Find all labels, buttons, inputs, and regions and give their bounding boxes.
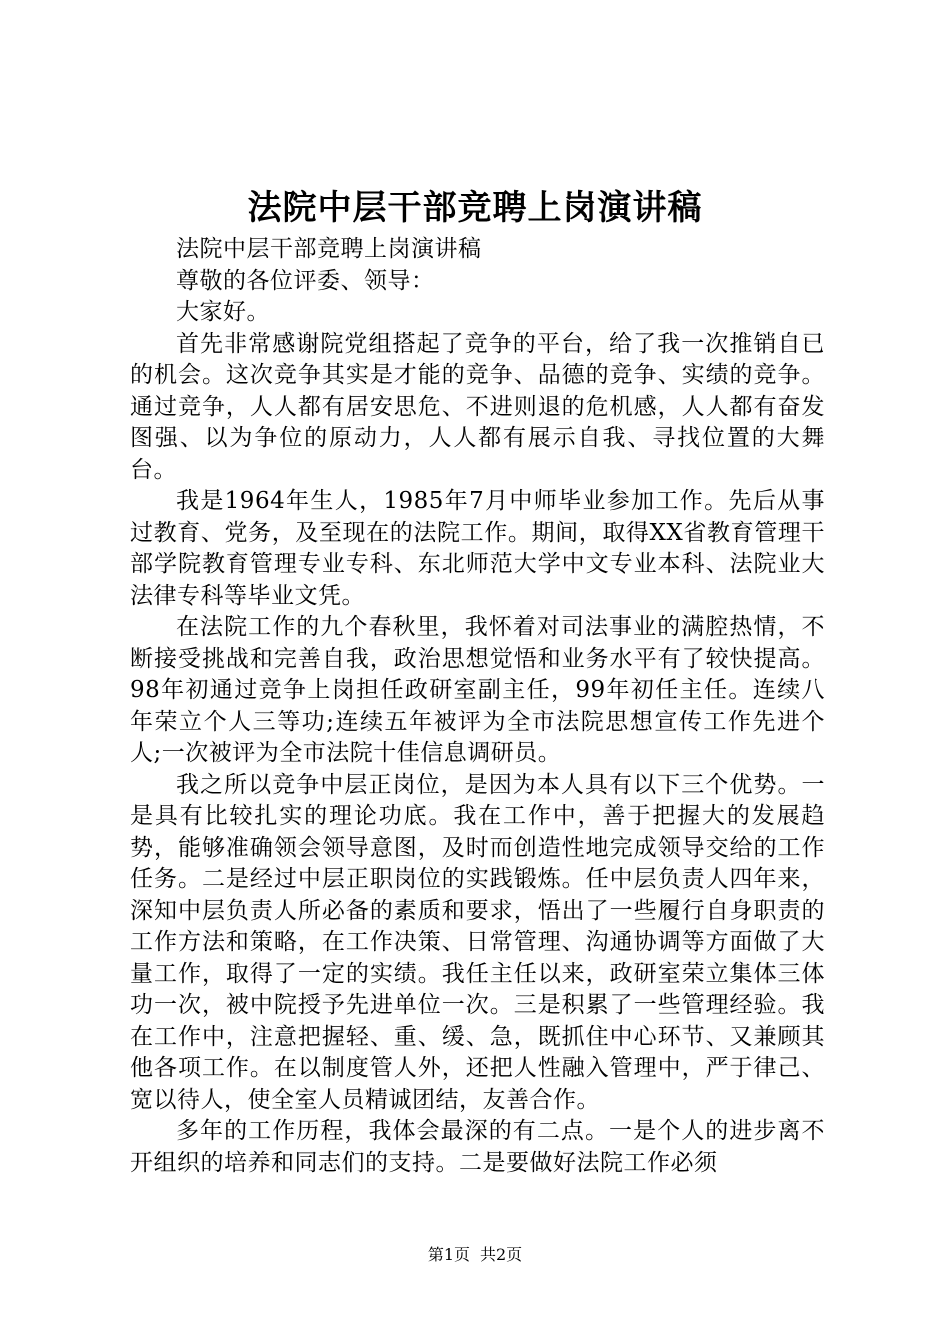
paragraph-subtitle: 法院中层干部竞聘上岗演讲稿 [176, 236, 482, 262]
page-number: 第1页 [427, 1245, 470, 1264]
paragraph-experience: 多年的工作历程，我体会最深的有二点。一是个人的进步离不开组织的培养和同志们的支持。二是要做好法院工作必须 [130, 1118, 825, 1176]
page-footer [0, 1243, 950, 1267]
document-body [130, 234, 825, 1179]
paragraph-thanks: 首先非常感谢院党组搭起了竞争的平台，给了我一次推销自已的机会。这次竞争其实是才能的竞争、品德的竞争、实绩的竞争。通过竞争，人人都有居安思危、不进则退的危机感，人人都有奋发图强、以为争位的原动力，人人都有展示自我、寻找位置的大舞台。 [130, 330, 825, 483]
document-title: 法院中层干部竞聘上岗演讲稿 [247, 188, 703, 228]
paragraph-salutation: 尊敬的各位评委、领导： [176, 267, 435, 294]
paragraph-achievements: 在法院工作的九个春秋里，我怀着对司法事业的满腔热情，不断接受挑战和完善自我，政治思想觉悟和业务水平有了较快提高。98年初通过竞争上岗担任政研室副主任，99年初任主任。连续八年荣立个人三等功;连续五年被评为全市法院思想宣传工作先进个人;一次被评为全市法院十佳信息调研员。 [130, 614, 825, 766]
paragraph-advantages: 我之所以竞争中层正岗位，是因为本人具有以下三个优势。一是具有比较扎实的理论功底。我在工作中，善于把握大的发展趋势，能够准确领会领导意图，及时而创造性地完成领导交给的工作任务。二是经过中层正职岗位的实践锻炼。任中层负责人四年来，深知中层负责人所必备的素质和要求，悟出了一些履行自身职责的工作方法和策略，在工作决策、日常管理、沟通协调等方面做了大量工作，取得了一定的实绩。我任主任以来，政研室荣立集体三体功一次，被中院授予先进单位一次。三是积累了一些管理经验。我在工作中，注意把握轻、重、缓、急，既抓住中心环节、又兼顾其他各项工作。在以制度管人外，还把人性融入管理中，严于律己、宽以待人，使全室人员精诚团结，友善合作。 [130, 771, 825, 1113]
page-total: 共2页 [480, 1245, 523, 1264]
paragraph-greeting: 大家好。 [176, 299, 270, 325]
paragraph-background: 我是1964年生人，1985年7月中师毕业参加工作。先后从事过教育、党务，及至现在的法院工作。期间，取得XX省教育管理干部学院教育管理专业专科、东北师范大学中文专业本科、法院业大法律专科等毕业文凭。 [130, 488, 825, 609]
